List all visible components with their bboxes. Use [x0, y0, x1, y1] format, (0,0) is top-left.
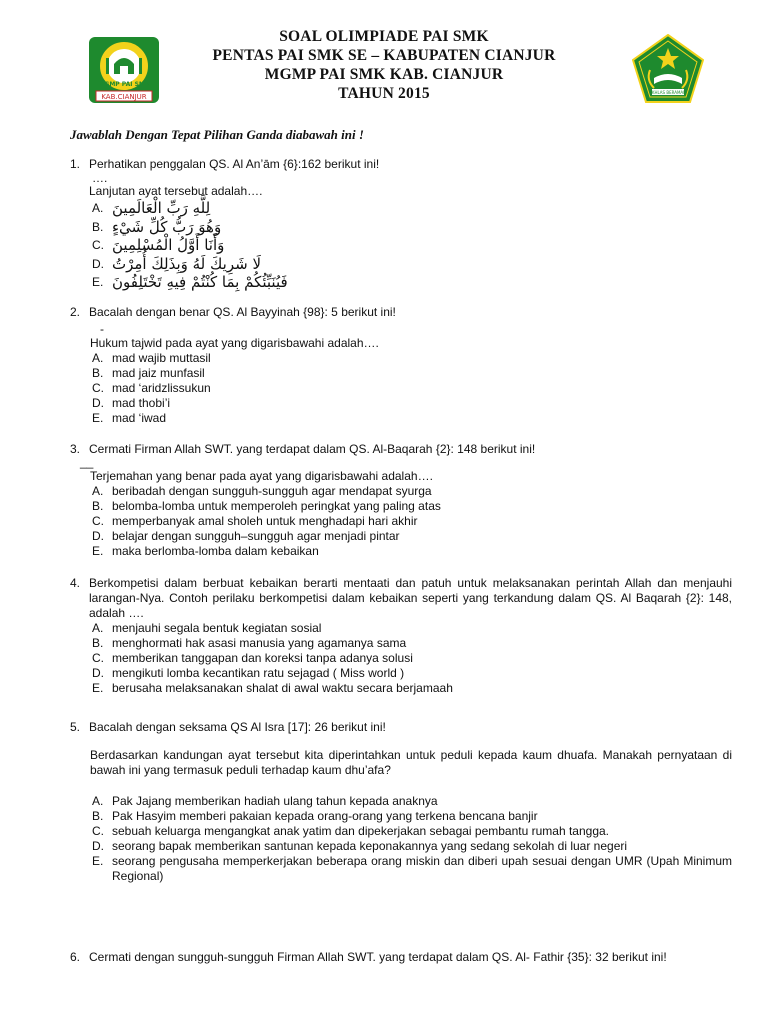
option-e[interactable]: E. berusaha melaksanakan shalat di awal waktu secara berjamaah: [92, 681, 453, 695]
question-5-options: [92, 794, 732, 884]
option-e[interactable]: E. mad ‘iwad: [92, 411, 167, 425]
question-3-stem: Cermati Firman Allah SWT. yang terdapat dalam QS. Al-Baqarah {2}: 148 berikut ini!: [89, 442, 536, 456]
option-b[interactable]: B. belomba-lomba untuk memperoleh peringkat yang paling atas: [92, 499, 441, 513]
option-c[interactable]: C. memberikan tanggapan dan koreksi tanpa adanya solusi: [92, 651, 413, 665]
option-a[interactable]: A. Pak Jajang memberikan hadiah ulang tahun kepada anaknya: [92, 794, 438, 808]
question-5-stem: Bacalah dengan seksama QS Al Isra [17]: 26 berikut ini!: [89, 720, 386, 734]
option-a[interactable]: A. لِلَّهِ رَبِّ الْعَالَمِينَ: [92, 199, 211, 217]
question-5: 5. Bacalah dengan seksama QS Al Isra [17]: 26 berikut ini! Berdasarkan kandungan ayat tersebut kita diperintahkan untuk peduli kepada kaum dhuafa. Manakah pernyataan di bawah ini yang termasuk peduli terhadap kaum dhu’afa? A. Pak Jajang memberikan hadiah ulang tahun kepada anaknya B. Pak Hasyim memberi pakaian kepada orang-orang yang terkena bencana banjir C. sebuah keluarga mengangkat anak yatim dan dipekerjakan sebagai pembantu rumah tangga. D. seorang bapak memberikan santunan kepada keponakannya yang sedang sekolah di luar negeri E. seorang pengusaha memperkerjakan beberapa orang miskin dan diberi upah sesuai dengan UMR (Upah Minimum Regional): [70, 720, 732, 883]
logo-left-text: MGMP PAI SMK: [98, 81, 150, 88]
header-line-1: SOAL OLIMPIADE PAI SMK: [279, 28, 489, 45]
instructions: Jawablah Dengan Tepat Pilihan Ganda diabawah ini !: [70, 127, 364, 142]
question-2-dash: -: [100, 322, 104, 336]
question-3-sub: Terjemahan yang benar pada ayat yang digarisbawahi adalah….: [90, 469, 433, 483]
header-line-3: MGMP PAI SMK KAB. CIANJUR: [264, 66, 504, 83]
option-d[interactable]: D. belajar dengan sungguh–sungguh agar menjadi pintar: [92, 529, 400, 543]
question-1-dots: ….: [92, 171, 108, 185]
document-header: [0, 27, 768, 103]
question-3-options: [92, 484, 732, 559]
header-line-4: TAHUN 2015: [338, 85, 430, 102]
logo-right-ribbon: IKHLAS BERAMAL: [650, 90, 686, 95]
question-4: 4. Berkompetisi dalam berbuat kebaikan berarti mentaati dan patuh untuk melaksanakan perintah Allah dan menjauhi larangan-Nya. Contoh perilaku berkompetisi dalam kebaikan seperti yang terkandung dalam QS. Al Baqarah {2}: 148, adalah …. A. menjauhi segala bentuk kegiatan sosial B. menghormati hak asasi manusia yang agamanya sama C. memberikan tanggapan dan koreksi tanpa adanya solusi D. mengikuti lomba kecantikan ratu sejagad ( Miss world ) E. berusaha melaksanakan shalat di awal waktu secara berjamaah: [70, 576, 732, 695]
option-c[interactable]: C. mad ‘aridzlissukun: [92, 381, 211, 395]
option-d[interactable]: D. mengikuti lomba kecantikan ratu sejagad ( Miss world ): [92, 666, 405, 680]
question-5-sub: Berdasarkan kandungan ayat tersebut kita diperintahkan untuk peduli kepada kaum dhuafa. Manakah pernyataan di bawah ini yang termasuk peduli terhadap kaum dhu’afa?: [90, 748, 732, 777]
option-d[interactable]: D. seorang bapak memberikan santunan kepada keponakannya yang sedang sekolah di luar negeri: [92, 839, 628, 853]
question-2-stem: Bacalah dengan benar QS. Al Bayyinah {98}: 5 berikut ini!: [89, 305, 396, 319]
option-c[interactable]: C. وَأَنَا أَوَّلُ الْمُسْلِمِينَ: [92, 236, 225, 254]
option-a[interactable]: A. mad wajib muttasil: [92, 351, 211, 365]
option-a[interactable]: A. menjauhi segala bentuk kegiatan sosial: [92, 621, 322, 635]
option-d[interactable]: D. mad thobi’i: [92, 396, 171, 410]
question-1-options: [92, 199, 732, 292]
question-4-stem: Berkompetisi dalam berbuat kebaikan berarti mentaati dan patuh untuk melaksanakan perintah Allah dan menjauhi larangan-Nya. Contoh perilaku berkompetisi dalam kebaikan seperti yang terkandung dalam QS. Al Baqarah {2}: 148, adalah ….: [89, 576, 732, 620]
option-b[interactable]: B. Pak Hasyim memberi pakaian kepada orang-orang yang terkena bencana banjir: [92, 809, 538, 823]
question-2-options: [92, 351, 732, 426]
logo-left-ribbon: KAB.CIANJUR: [101, 93, 147, 101]
option-e[interactable]: E. maka berlomba-lomba dalam kebaikan: [92, 544, 319, 558]
question-4-options: [92, 621, 732, 696]
option-b[interactable]: B. وَهُوَ رَبُّ كُلِّ شَيْءٍ: [92, 217, 222, 236]
question-6-stem: Cermati dengan sungguh-sungguh Firman Allah SWT. yang terdapat dalam QS. Al- Fathir {35}: 32 berikut ini!: [89, 950, 667, 964]
option-a[interactable]: A. beribadah dengan sungguh-sungguh agar mendapat syurga: [92, 484, 432, 498]
option-d[interactable]: D. لَا شَرِيكَ لَهُ وَبِذَلِكَ أُمِرْتُ: [92, 254, 262, 273]
question-6: 6. Cermati dengan sungguh-sungguh Firman Allah SWT. yang terdapat dalam QS. Al- Fathir {35}: 32 berikut ini!: [70, 950, 667, 964]
question-3: 3. Cermati Firman Allah SWT. yang terdapat dalam QS. Al-Baqarah {2}: 148 berikut ini! __ Terjemahan yang benar pada ayat yang digarisbawahi adalah…. A. beribadah dengan sungguh-sungguh agar mendapat syurga B. belomba-lomba untuk memperoleh peringkat yang paling atas C. memperbanyak amal sholeh untuk menghadapi hari akhir D. belajar dengan sungguh–sungguh agar menjadi pintar E. maka berlomba-lomba dalam kebaikan: [70, 442, 732, 559]
option-b[interactable]: B. menghormati hak asasi manusia yang agamanya sama: [92, 636, 407, 650]
question-1-sub: Lanjutan ayat tersebut adalah….: [89, 184, 263, 198]
option-c[interactable]: C. memperbanyak amal sholeh untuk menghadapi hari akhir: [92, 514, 418, 528]
question-2: 2. Bacalah dengan benar QS. Al Bayyinah {98}: 5 berikut ini! - Hukum tajwid pada ayat yang digarisbawahi adalah…. A. mad wajib muttasil B. mad jaiz munfasil C. mad ‘aridzlissukun D. mad thobi’i E. mad ‘iwad: [70, 305, 732, 426]
header-line-2: PENTAS PAI SMK SE – KABUPATEN CIANJUR: [212, 47, 556, 64]
question-1: 1. Perhatikan penggalan QS. Al An’ām {6}:162 berikut ini! …. Lanjutan ayat tersebut adalah…. A. لِلَّهِ رَبِّ الْعَالَمِينَ B. وَهُوَ رَبُّ كُلِّ شَيْءٍ C. وَأَنَا أَوَّلُ الْمُسْلِمِينَ D. لَا شَرِيكَ لَهُ وَبِذَلِكَ أُمِرْتُ E. فَيُنَبِّئُكُمْ بِمَا كُنْتُمْ فِيهِ تَخْتَلِفُونَ: [70, 157, 732, 292]
option-e[interactable]: E. فَيُنَبِّئُكُمْ بِمَا كُنْتُمْ فِيهِ تَخْتَلِفُونَ: [92, 273, 288, 291]
question-2-sub: Hukum tajwid pada ayat yang digarisbawahi adalah….: [90, 336, 379, 350]
question-3-dash: __: [80, 455, 94, 469]
option-b[interactable]: B. mad jaiz munfasil: [92, 366, 205, 380]
option-c[interactable]: C. sebuah keluarga mengangkat anak yatim dan dipekerjakan sebagai pembantu rumah tangga.: [92, 824, 610, 838]
question-1-stem: Perhatikan penggalan QS. Al An’ām {6}:162 berikut ini!: [89, 157, 380, 171]
option-e[interactable]: E. seorang pengusaha memperkerjakan beberapa orang miskin dan diberi upah sesuai dengan UMR (Upah Minimum Regional): [92, 854, 732, 883]
